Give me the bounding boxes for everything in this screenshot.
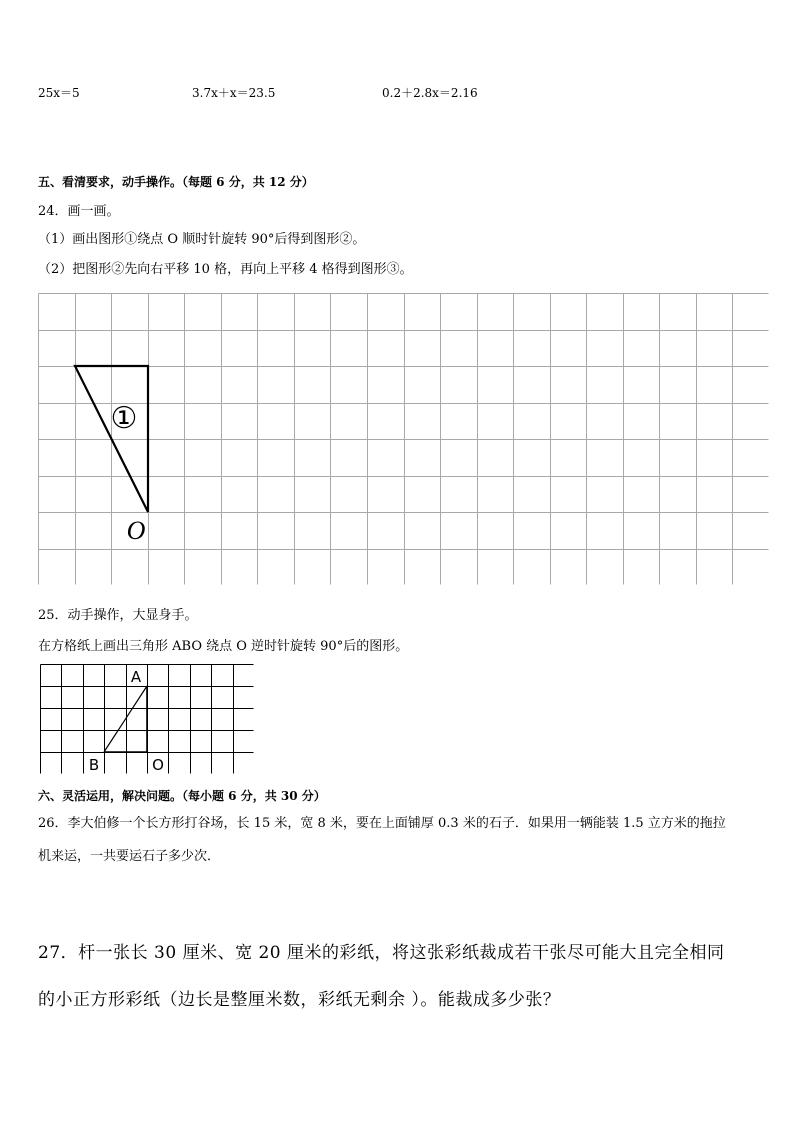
equation-3: 0.2＋2.8x＝2.16 bbox=[382, 86, 478, 100]
point-o-label: O bbox=[126, 516, 146, 545]
q25-instruction: 在方格纸上画出三角形 ABO 绕点 O 逆时针旋转 90°后的图形。 bbox=[38, 639, 409, 654]
q24-title: 24．画一画。 bbox=[38, 204, 120, 219]
q24-item-2: （2）把图形②先向右平移 10 格，再向上平移 4 格得到图形③。 bbox=[38, 262, 413, 277]
figure-label-1: ① bbox=[110, 401, 138, 436]
segment-ab bbox=[104, 686, 147, 752]
q27-line-1: 27．杆一张长 30 厘米、宽 20 厘米的彩纸，将这张彩纸裁成若干张尽可能大且完全相同 bbox=[38, 943, 725, 963]
equation-2: 3.7x＋x＝23.5 bbox=[192, 86, 276, 100]
q25-grid-svg bbox=[40, 664, 254, 774]
point-a-label: A bbox=[130, 668, 142, 686]
q25-grid[interactable] bbox=[40, 664, 254, 774]
q27-line-2: 的小正方形彩纸（边长是整厘米数，彩纸无剩余 ）。能裁成多少张？ bbox=[38, 990, 561, 1010]
q26-line-2: 机来运，一共要运石子多少次． bbox=[38, 849, 221, 864]
q24-item-1: （1）画出图形①绕点 O 顺时针旋转 90°后得到图形②。 bbox=[38, 232, 366, 247]
point-o-label-q25: O bbox=[152, 756, 164, 774]
q24-grid-svg bbox=[38, 293, 769, 585]
point-b-label: B bbox=[88, 756, 100, 774]
q26-line-1: 26．李大伯修一个长方形打谷场，长 15 米，宽 8 米，要在上面铺厚 0.3 米的石子．如果用一辆能装 1.5 立方米的拖拉 bbox=[38, 816, 726, 831]
equation-1: 25x＝5 bbox=[38, 86, 80, 100]
section6-title: 六、灵活运用，解决问题。（每小题 6 分，共 30 分） bbox=[38, 789, 326, 803]
q24-grid[interactable] bbox=[38, 293, 769, 585]
section5-title: 五、看清要求，动手操作。（每题 6 分，共 12 分） bbox=[38, 175, 314, 189]
q25-title: 25．动手操作，大显身手。 bbox=[38, 608, 198, 623]
